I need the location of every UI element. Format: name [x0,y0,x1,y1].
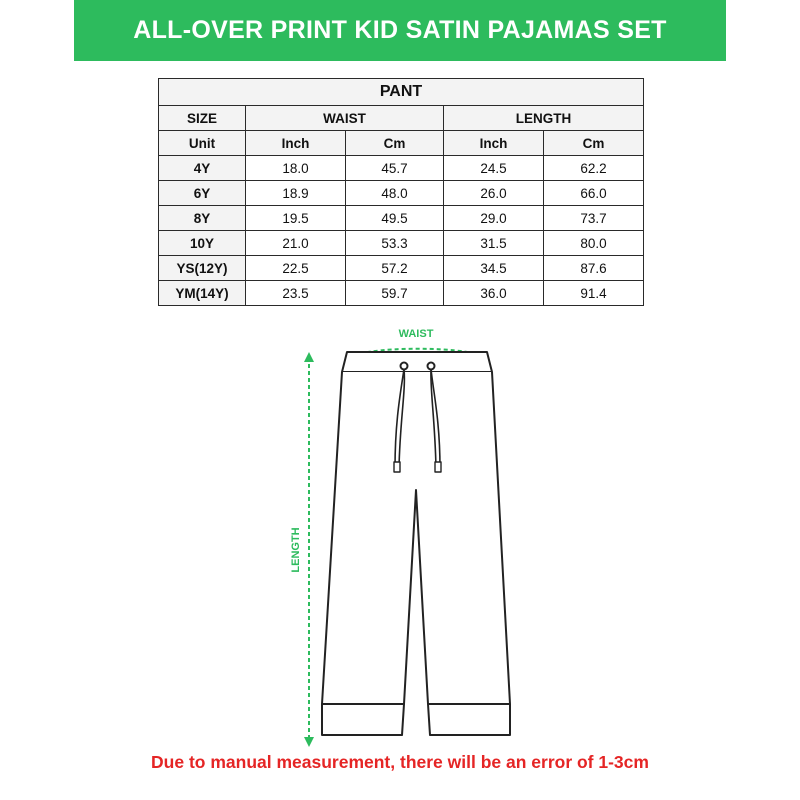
waist-cm-cell: 53.3 [346,231,444,256]
length-inch-cell: 26.0 [444,181,544,206]
waist-inch-cell: 23.5 [246,281,346,306]
waist-cm-cell: 49.5 [346,206,444,231]
length-cm-cell: 80.0 [544,231,644,256]
pants-measurement-diagram [0,320,800,750]
waist-inch-cell: 18.9 [246,181,346,206]
length-inch-cell: 29.0 [444,206,544,231]
waist-cm-cell: 48.0 [346,181,444,206]
length-cm-header: Cm [544,131,644,156]
length-cm-cell: 87.6 [544,256,644,281]
pants-outline-icon [322,352,510,735]
table-title: PANT [159,79,644,106]
table-row [159,156,644,181]
size-cell: YM(14Y) [159,281,246,306]
unit-row [159,131,644,156]
length-inch-cell: 31.5 [444,231,544,256]
length-inch-cell: 24.5 [444,156,544,181]
size-cell: YS(12Y) [159,256,246,281]
size-cell: 10Y [159,231,246,256]
length-column-header: LENGTH [444,106,644,131]
waist-label: WAIST [398,328,434,340]
waist-cm-cell: 59.7 [346,281,444,306]
waist-inch-cell: 18.0 [246,156,346,181]
length-inch-cell: 36.0 [444,281,544,306]
table-title-row [159,79,644,106]
size-cell: 4Y [159,156,246,181]
table-header-row [159,106,644,131]
page-title: ALL-OVER PRINT KID SATIN PAJAMAS SET [133,16,667,44]
waist-cm-cell: 57.2 [346,256,444,281]
length-cm-cell: 66.0 [544,181,644,206]
waist-cm-header: Cm [346,131,444,156]
table-row [159,181,644,206]
length-cm-cell: 62.2 [544,156,644,181]
table-row [159,206,644,231]
title-banner [74,0,726,61]
waist-inch-cell: 19.5 [246,206,346,231]
waist-inch-header: Inch [246,131,346,156]
table-row [159,281,644,306]
waist-column-header: WAIST [246,106,444,131]
size-column-header: SIZE [159,106,246,131]
table-row [159,231,644,256]
waist-cm-cell: 45.7 [346,156,444,181]
table-row [159,256,644,281]
waist-inch-cell: 22.5 [246,256,346,281]
length-cm-cell: 91.4 [544,281,644,306]
waist-inch-cell: 21.0 [246,231,346,256]
length-label: LENGTH [290,527,302,573]
length-cm-cell: 73.7 [544,206,644,231]
unit-label: Unit [159,131,246,156]
size-chart-table [158,78,644,306]
measurement-disclaimer: Due to manual measurement, there will be an error of 1-3cm [151,752,649,772]
length-inch-header: Inch [444,131,544,156]
length-inch-cell: 34.5 [444,256,544,281]
size-cell: 8Y [159,206,246,231]
size-cell: 6Y [159,181,246,206]
